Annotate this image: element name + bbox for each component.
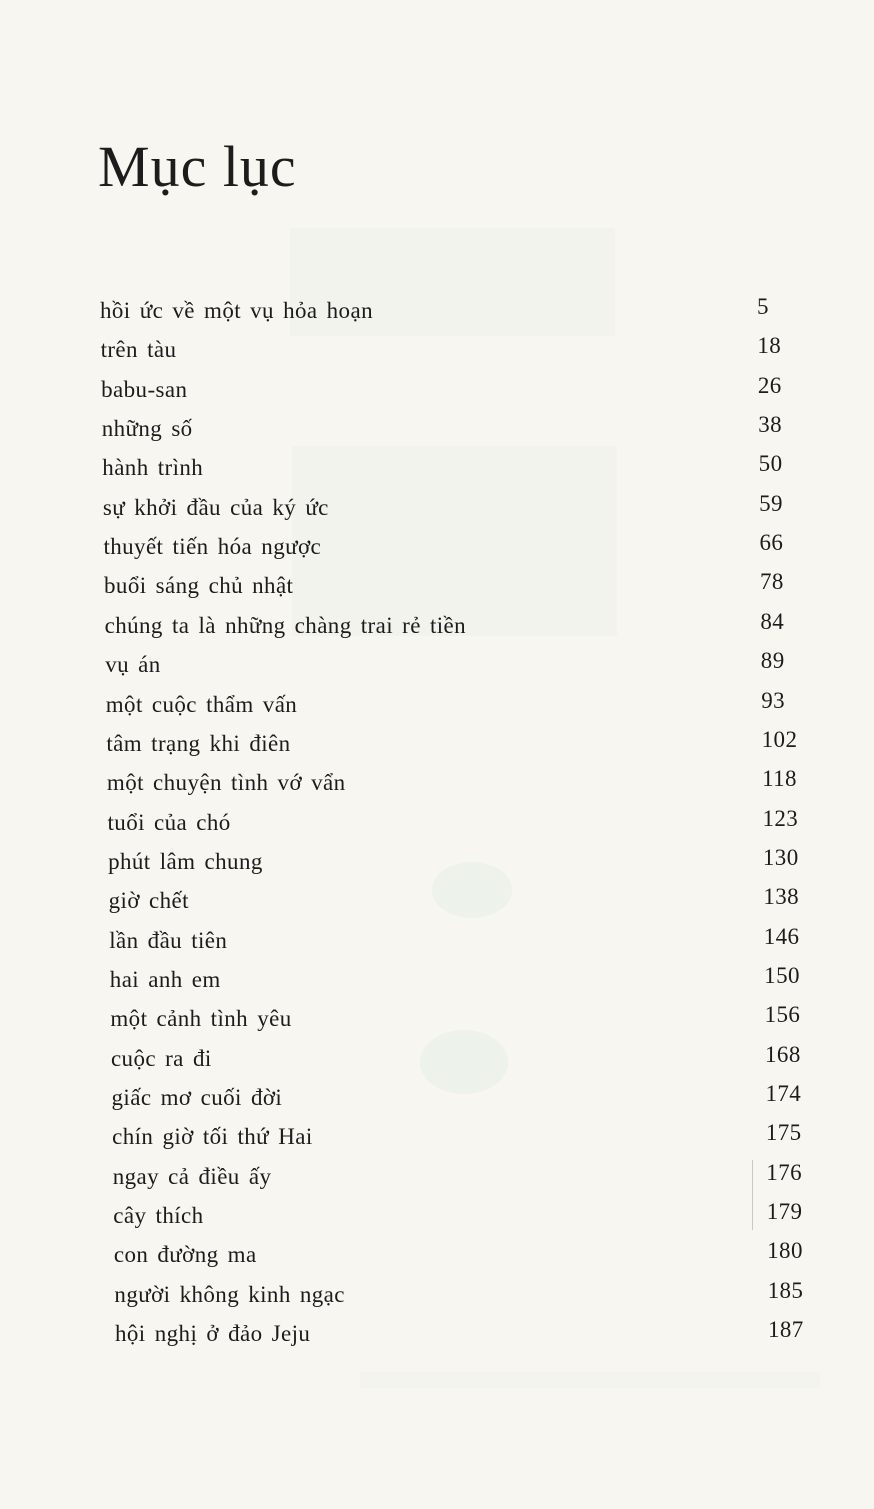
- toc-entry-page-number: 84: [760, 608, 785, 634]
- toc-entry-title: giờ chết: [108, 888, 189, 914]
- toc-entry-title: một cảnh tình yêu: [110, 1006, 292, 1032]
- toc-entry: [102, 451, 822, 485]
- toc-entry: [114, 1278, 834, 1312]
- toc-entry-page-number: 38: [758, 412, 783, 438]
- page-title: Mục lục: [98, 134, 297, 199]
- toc-entry: [105, 609, 825, 643]
- toc-entry-title: giấc mơ cuối đời: [111, 1085, 283, 1110]
- toc-entry-title: hồi ức về một vụ hỏa hoạn: [100, 298, 373, 323]
- toc-entry: [106, 727, 826, 761]
- toc-entry-page-number: 78: [759, 569, 784, 595]
- toc-entry-page-number: 150: [764, 962, 800, 988]
- toc-entry-page-number: 123: [762, 805, 799, 831]
- toc-entry-page-number: 18: [757, 333, 782, 359]
- toc-entry: [102, 412, 822, 446]
- toc-entry-title: chúng ta là những chàng trai rẻ tiền: [104, 612, 467, 638]
- toc-entry: [112, 1081, 832, 1115]
- bleed-through-footer-line: [360, 1372, 820, 1388]
- toc-entry-title: chín giờ tối thứ Hai: [112, 1124, 313, 1150]
- toc-entry: [103, 491, 823, 525]
- toc-entry-title: người không kinh ngạc: [114, 1281, 345, 1307]
- toc-entry-title: phút lâm chung: [108, 848, 263, 874]
- toc-entry-page-number: 5: [757, 294, 769, 319]
- toc-entry: [101, 333, 821, 367]
- toc-entry: [113, 1199, 833, 1233]
- toc-entry-title: trên tàu: [100, 337, 177, 363]
- toc-entry-page-number: 175: [765, 1120, 802, 1146]
- toc-entry: [107, 766, 827, 800]
- toc-entry-title: ngay cả điều ấy: [112, 1163, 272, 1189]
- toc-entry-title: lần đầu tiên: [109, 927, 228, 953]
- toc-entry: [109, 884, 829, 918]
- toc-entry-page-number: 179: [766, 1199, 803, 1225]
- toc-entry-title: cuộc ra đi: [110, 1045, 212, 1071]
- toc-entry: [104, 569, 824, 603]
- toc-entry-page-number: 156: [764, 1002, 801, 1028]
- toc-entry-title: con đường ma: [113, 1242, 257, 1268]
- toc-entry-page-number: 174: [765, 1081, 802, 1106]
- toc-entry-title: hai anh em: [109, 966, 221, 992]
- toc-entry-page-number: 187: [768, 1317, 804, 1343]
- toc-entry-title: một chuyện tình vớ vẩn: [106, 770, 346, 796]
- toc-entry-page-number: 93: [761, 687, 786, 713]
- toc-entry-page-number: 176: [766, 1159, 802, 1185]
- toc-entry-page-number: 102: [761, 726, 798, 752]
- toc-entry-title: hội nghị ở đảo Jeju: [115, 1321, 311, 1347]
- toc-entry-page-number: 168: [765, 1041, 801, 1067]
- toc-entry-title: tuổi của chó: [107, 809, 231, 835]
- toc-entry: [105, 648, 825, 682]
- toc-entry: [103, 530, 823, 564]
- toc-entry-title: cây thích: [113, 1203, 204, 1229]
- toc-entry-page-number: 89: [760, 648, 785, 674]
- toc-entry: [113, 1160, 833, 1194]
- toc-entry-page-number: 50: [758, 451, 783, 477]
- toc-entry-title: buổi sáng chủ nhật: [104, 573, 294, 599]
- toc-entry: [108, 845, 828, 879]
- toc-entry-title: sự khởi đầu của ký ức: [102, 494, 329, 520]
- toc-entry-title: thuyết tiến hóa ngược: [103, 534, 322, 560]
- toc-entry-page-number: 66: [759, 530, 784, 556]
- toc-entry: [100, 294, 820, 328]
- toc-entry: [110, 963, 830, 997]
- toc-entry-page-number: 118: [762, 766, 797, 792]
- toc-entry: [112, 1120, 832, 1154]
- toc-entry-page-number: 138: [763, 884, 800, 910]
- toc-entry-page-number: 59: [759, 490, 783, 516]
- toc-entry-page-number: 26: [757, 372, 782, 398]
- toc-entry-title: hành trình: [102, 455, 204, 481]
- toc-entry-page-number: 130: [762, 844, 799, 870]
- toc-entry: [114, 1238, 834, 1272]
- toc-entry: [111, 1042, 831, 1076]
- toc-entry-title: tâm trạng khi điên: [106, 730, 291, 756]
- toc-entry: [108, 806, 828, 840]
- toc-entry-page-number: 180: [767, 1238, 803, 1264]
- toc-entry-title: những số: [101, 416, 193, 442]
- toc-entry-title: một cuộc thẩm vấn: [105, 691, 298, 717]
- toc-entry-page-number: 146: [763, 923, 800, 949]
- toc-entry: [109, 924, 829, 958]
- toc-entry: [110, 1002, 830, 1036]
- toc-entry: [106, 688, 826, 722]
- page-edge-mark: [752, 1160, 753, 1230]
- toc-entry-page-number: 185: [767, 1277, 804, 1303]
- toc-entry-title: babu-san: [101, 376, 188, 402]
- toc-entry-title: vụ án: [105, 652, 161, 678]
- toc-entry: [115, 1317, 835, 1351]
- toc-entry: [101, 373, 821, 407]
